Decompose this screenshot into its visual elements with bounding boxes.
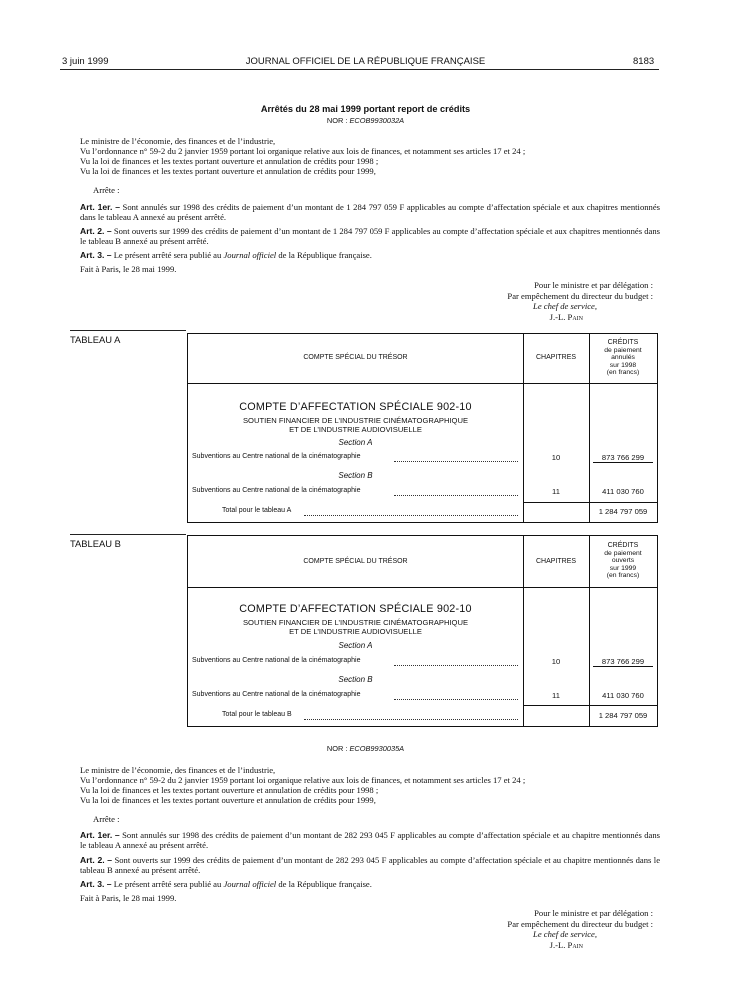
soutien-line: ET DE L’INDUSTRIE AUDIOVISUELLE: [289, 425, 422, 434]
column-header-credits: CRÉDITS de paiement annulés sur 1998 (en francs): [604, 339, 642, 377]
visa-line: Vu l’ordonnance n° 59-2 du 2 janvier 1959 portant loi organique relative aux lois de finances, et notamment ses articles 17 et 24 ;: [80, 775, 526, 785]
article-3-label: Art. 3. –: [80, 250, 112, 260]
row-label: Subventions au Centre national de la cinématographie: [192, 691, 361, 698]
article-3: [80, 250, 660, 260]
row-amount: 873 766 299: [593, 657, 653, 667]
tableau-a-label: TABLEAU A: [70, 334, 121, 345]
article-1-label: Art. 1er. –: [80, 830, 120, 840]
visa-line: Vu la loi de finances et les textes portant ouverture et annulation de crédits pour 1998 ;: [80, 156, 379, 166]
signature-block: [440, 280, 653, 322]
section-rule: [70, 330, 186, 331]
soutien-line: SOUTIEN FINANCIER DE L’INDUSTRIE CINÉMATOGRAPHIQUE: [242, 416, 469, 425]
row-amount: 411 030 760: [602, 691, 644, 700]
signature-line: Pour le ministre et par délégation :: [534, 280, 653, 290]
article-1-text: Sont annulés sur 1998 des crédits de paiement d’un montant de 1 284 797 059 F applicables au compte d’affectation spéciale et aux chapitres mentionnés dans le tableau A annexé au présent arrêté.: [80, 202, 660, 222]
nor-reference: [0, 116, 731, 125]
column-header-chapitres: CHAPITRES: [535, 354, 577, 361]
row-label: Subventions au Centre national de la cinématographie: [192, 657, 361, 664]
header-rule: [60, 69, 659, 70]
article-1-label: Art. 1er. –: [80, 202, 120, 212]
signature-line: Par empêchement du directeur du budget :: [507, 290, 653, 301]
article-1: [80, 202, 660, 222]
signature-name: J.-L. Pain: [549, 311, 583, 322]
column-header-compte: COMPTE SPÉCIAL DU TRÉSOR: [303, 558, 408, 565]
header-page-number: 8183: [633, 56, 655, 67]
nor-code: ECOB9930035A: [349, 744, 405, 753]
fait-a-paris: Fait à Paris, le 28 mai 1999.: [80, 264, 177, 274]
column-header-compte: COMPTE SPÉCIAL DU TRÉSOR: [303, 354, 408, 361]
header-date: 3 juin 1999: [62, 56, 109, 67]
article-2-label: Art. 2. –: [80, 855, 113, 865]
visa-line: Le ministre de l’économie, des finances et de l’industrie,: [80, 136, 276, 146]
journal-officiel-italic: Journal officiel: [223, 879, 277, 889]
arrete-title: Arrêtés du 28 mai 1999 portant report de crédits: [260, 104, 471, 114]
row-label: Subventions au Centre national de la cinématographie: [192, 487, 361, 494]
nor-prefix: NOR :: [326, 116, 348, 125]
total-amount: 1 284 797 059: [598, 507, 648, 516]
section-a-heading: Section A: [338, 438, 373, 447]
compte-title: COMPTE D’AFFECTATION SPÉCIALE 902-10: [239, 603, 472, 615]
total-label: Total pour le tableau B: [222, 711, 292, 718]
article-1-text: Sont annulés sur 1998 des crédits de paiement d’un montant de 282 293 045 F applicables au compte d’affectation spéciale et au chapitre mentionnés dans le tableau A annexé au présent arrêté.: [80, 830, 660, 850]
nor-reference: [0, 744, 731, 753]
row-amount: 411 030 760: [602, 487, 644, 496]
arrete-word: Arrête :: [93, 814, 120, 824]
signature-block: [440, 908, 653, 950]
total-label: Total pour le tableau A: [222, 507, 292, 514]
article-2: [80, 226, 660, 246]
tableau-b: [187, 535, 658, 727]
row-chapitre: 11: [552, 487, 560, 496]
visa-line: Vu la loi de finances et les textes portant ouverture et annulation de crédits pour 1999,: [80, 166, 376, 176]
row-chapitre: 10: [551, 453, 561, 462]
signature-name: J.-L. Pain: [549, 939, 583, 950]
signature-title: Le chef de service,: [533, 301, 597, 311]
section-a-heading: Section A: [338, 641, 373, 650]
article-2-text: Sont ouverts sur 1999 des crédits de paiement d’un montant de 282 293 045 F applicables au compte d’affectation spéciale et au chapitre mentionnés dans le tableau B annexé au présent arrêté.: [80, 855, 661, 875]
section-b-heading: Section B: [338, 675, 373, 684]
article-3-label: Art. 3. –: [80, 879, 112, 889]
section-rule: [70, 534, 186, 535]
visa-line: Vu la loi de finances et les textes portant ouverture et annulation de crédits pour 1999,: [80, 795, 376, 805]
article-3: [80, 879, 660, 889]
article-3-text: Le présent arrêté sera publié au: [113, 250, 222, 260]
tableau-a: [187, 333, 658, 523]
row-chapitre: 10: [551, 657, 561, 666]
soutien-line: SOUTIEN FINANCIER DE L’INDUSTRIE CINÉMATOGRAPHIQUE: [242, 618, 469, 627]
column-header-credits: CRÉDITS de paiement ouverts sur 1999 (en francs): [604, 542, 642, 580]
visa-line: Vu la loi de finances et les textes portant ouverture et annulation de crédits pour 1998 ;: [80, 785, 379, 795]
row-amount: 873 766 299: [593, 453, 653, 463]
fait-a-paris: Fait à Paris, le 28 mai 1999.: [80, 893, 177, 903]
compte-title: COMPTE D’AFFECTATION SPÉCIALE 902-10: [239, 401, 472, 413]
article-2: [80, 855, 660, 875]
signature-title: Le chef de service,: [533, 929, 597, 939]
article-3-text: Le présent arrêté sera publié au: [113, 879, 222, 889]
visa-line: Le ministre de l’économie, des finances et de l’industrie,: [80, 765, 276, 775]
article-3-text-end: de la République française.: [278, 250, 372, 260]
journal-officiel-italic: Journal officiel: [223, 250, 277, 260]
visa-line: Vu l’ordonnance n° 59-2 du 2 janvier 1959 portant loi organique relative aux lois de finances, et notamment ses articles 17 et 24 ;: [80, 146, 526, 156]
total-amount: 1 284 797 059: [598, 711, 648, 720]
nor-code: ECOB9930032A: [349, 116, 405, 125]
article-2-text: Sont ouverts sur 1999 des crédits de paiement d’un montant de 1 284 797 059 F applicables au compte d’affectation spéciale et aux chapitres mentionnés dans le tableau B annexé au présent arrêté.: [80, 226, 660, 246]
article-3-text-end: de la République française.: [278, 879, 372, 889]
article-1: [80, 830, 660, 850]
soutien-line: ET DE L’INDUSTRIE AUDIOVISUELLE: [289, 627, 422, 636]
article-2-label: Art. 2. –: [80, 226, 112, 236]
tableau-b-label: TABLEAU B: [70, 538, 121, 549]
section-b-heading: Section B: [338, 471, 373, 480]
column-header-chapitres: CHAPITRES: [535, 558, 577, 565]
nor-prefix: NOR :: [326, 744, 348, 753]
signature-line: Pour le ministre et par délégation :: [534, 908, 653, 918]
signature-line: Par empêchement du directeur du budget :: [507, 918, 653, 929]
arrete-word: Arrête :: [93, 185, 120, 195]
row-chapitre: 11: [552, 691, 560, 700]
row-label: Subventions au Centre national de la cinématographie: [192, 453, 361, 460]
header-journal-title: JOURNAL OFFICIEL DE LA RÉPUBLIQUE FRANÇAISE: [245, 56, 486, 67]
